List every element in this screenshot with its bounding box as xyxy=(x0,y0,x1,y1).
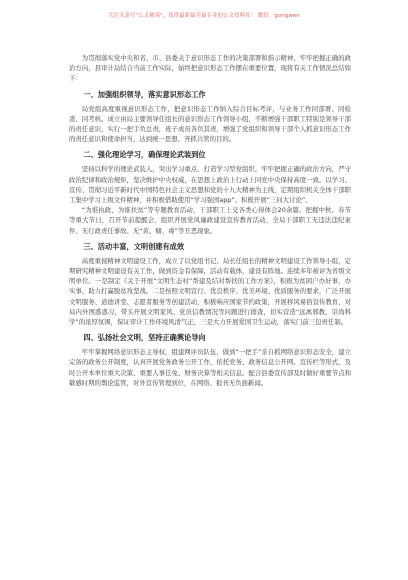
header-banner: 关注头条号"公文精英"，获得最新最全最专业的公文资料库！ 微信：gongwen xyxy=(108,13,300,19)
section-3-paragraph: 高度重视精神文明建设工作，成立了以党组书记、局长任组长的精神文明建设工作领导小组，定期研究精神文明建设有关工作，做到资金有保障，活动有载体，建设有阵地。连续多年被评为省级文明单位。一是制定《关于开展“文明生态村”帮建及结对帮扶的工作方案》，积极为贫困户办好事，办实事，助力打赢脱贫攻坚战。二是按照文明宣行、优良秩序、优美环境、优质服务的要求，广泛开展文明服务、道德讲堂、志愿者服务等创建活动，积极响应国家节约政策，开展移风易俗宣传教育，对局内外图惑惑习，带头开展文明家风、党员信教情况等问题进行排查，切实营造“远离邪教、崇尚科学”的浓厚氛围，保证审计工作环境风清气正，三是大力开展爱国卫生运动，落实门前三包责任制。 xyxy=(69,256,351,327)
section-2-paragraph-2: “为谁执政、为谁扶贫”等专题教育活动，干部职工上交各类心得体会20余篇。把握中秋、春节等重大节日，召开节前提醒会，组织开展党风廉政建设宣传教育活动，全局干部职工无违法违纪案件、无行政责任事故、无“黄、赌、毒”等丑恶现象。 xyxy=(69,206,351,235)
section-heading-1: 一、加强组织领导，落实意识形态工作 xyxy=(83,89,206,99)
section-4-paragraph: 牢牢掌握网络意识形态主导权，组建网评员队伍，做到“一把手”亲自抓网络意识形态安全，建立完备的政务公开制度，认真开展党务政务公开工作，依托党务、政务信息公开网、宣传栏等形式，及时公开本单位重大决策、重要人事任免、财务决算等相关信息。配合县委宣传部及时做好重要节点和敏感时期的舆论监管，对外宣传管理到位，在网络、报刊无负面新闻。 xyxy=(69,348,351,387)
section-heading-2: 二、强化理论学习，确保理论武装到位 xyxy=(83,150,206,160)
section-heading-3: 三、活动丰富，文明创建有成效 xyxy=(83,241,185,251)
section-2-paragraph-1: 坚持以科学的理论武装人，突出学习重点，打造学习型党组织，牢牢把握正确的政治方向，严守政治纪律和政治规矩，坚决维护中央权威，在思想上政治上行动上同党中央保持高度一致。以学习、宣传、贯彻习近平新时代中国特色社会主义思想和党的十九大精神为主线，定期组织机关全体干部职工集中学习上级文件精神，并积极借助使用“学习强国app”、积极开展“三问大讨论”、 xyxy=(69,165,351,205)
section-heading-4: 四、弘扬社会文明，坚持正确舆论导向 xyxy=(83,333,206,343)
section-1-paragraph: 局党组高度重视意识形态工作，把意识形态工作纳入综合目标考评，与业务工作同部署、同检查、同考核。成立由局主要领导任组长的意识形态工作领导小组，不断增强干部职工特别是领导干部的责任意识，实行一把手负总责，班子成员各负其责，增强了党组织和领导干部个人抓意识形态工作的责任意识和使命担当，达到统一思想、齐抓共管的目的。 xyxy=(69,104,351,144)
document-body xyxy=(69,53,351,388)
intro-paragraph: 为贯彻落实党中央和省、市、县委关于意识形态工作的决策部署和指示精神，牢牢把握正确的政治方向，县审计局结合当前工作实际，始终把意识形态工作摆在重要位置，现将有关工作情况总结如下： xyxy=(69,54,351,83)
